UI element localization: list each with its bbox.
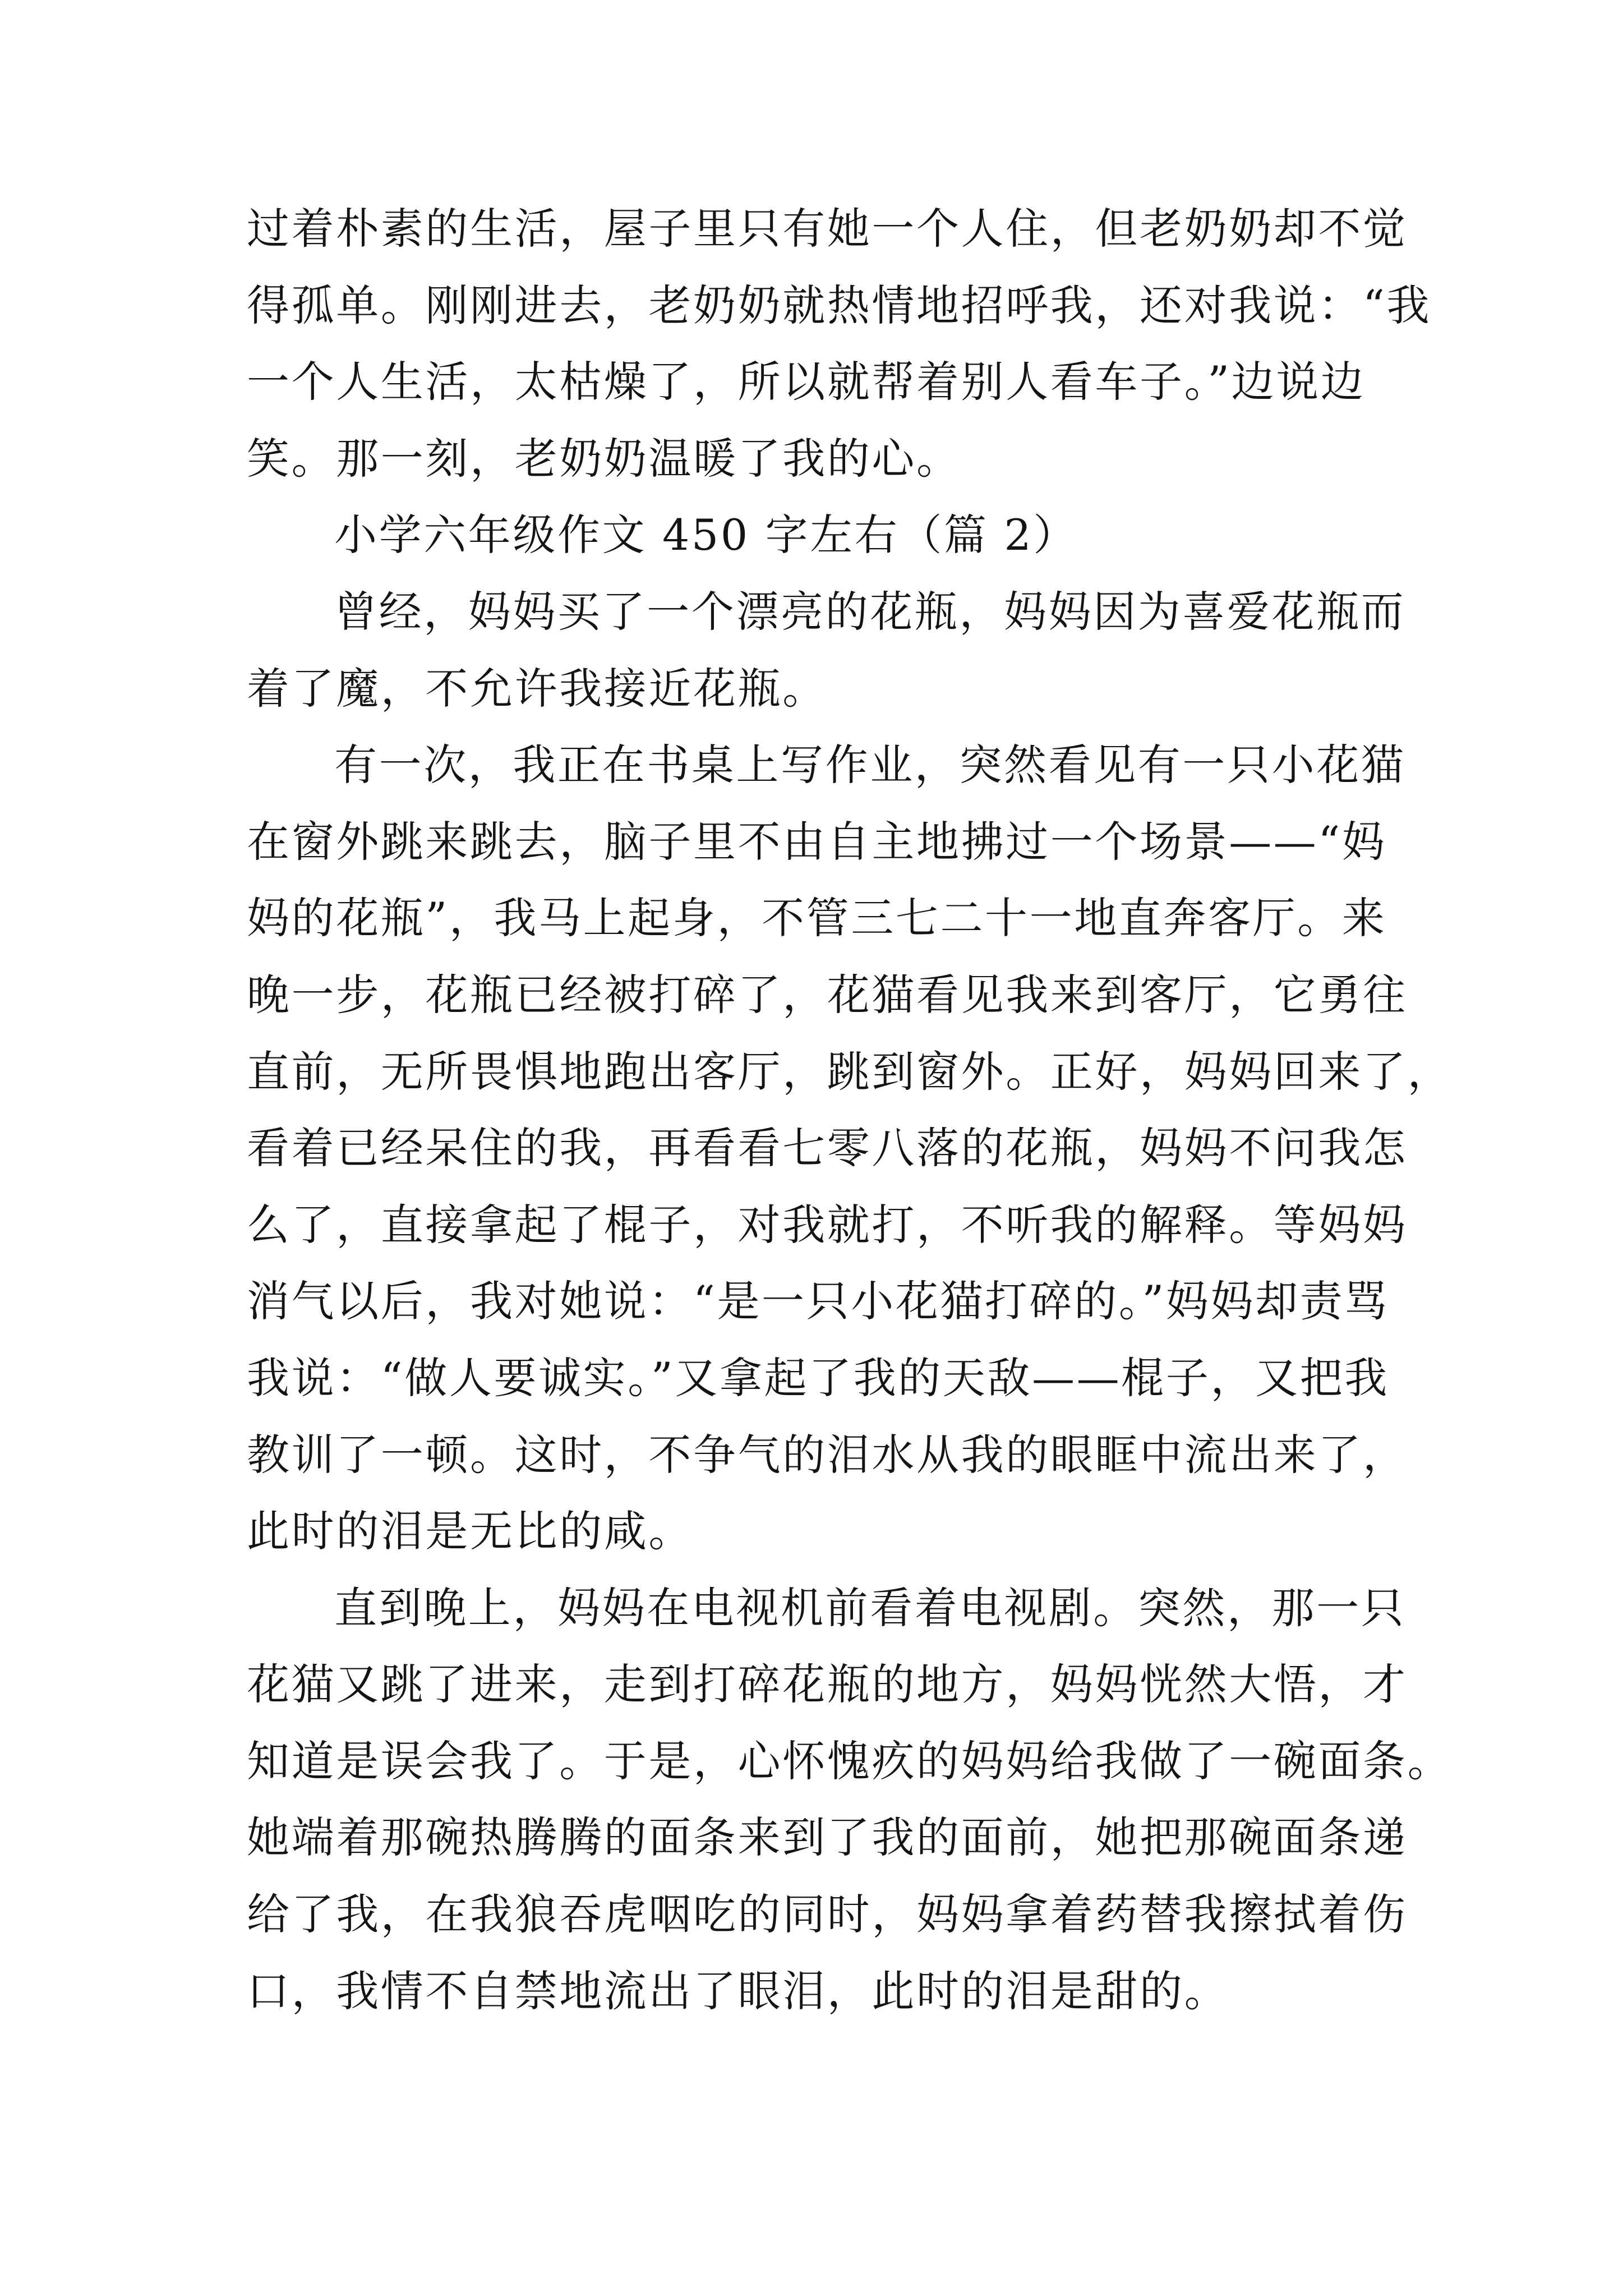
text-line: 口，我情不自禁地流出了眼泪，此时的泪是甜的。 [247,1966,1229,2016]
text-line: 晚一步，花瓶已经被打碎了，花猫看见我来到客厅，它勇往 [247,969,1408,1020]
paragraph-3 [247,1570,1453,2030]
text-line: 过着朴素的生活，屋子里只有她一个人住，但老奶奶却不觉 [247,204,1408,254]
text-line: 消气以后，我对她说：“是一只小花猫打碎的。”妈妈却责骂 [247,1276,1389,1327]
text-line: 看着已经呆住的我，再看看七零八落的花瓶，妈妈不问我怎 [247,1123,1408,1174]
text-line: 在窗外跳来跳去，脑子里不由自主地拂过一个场景——“妈 [247,816,1387,867]
text-line: 她端着那碗热腾腾的面条来到了我的面前，她把那碗面条递 [247,1812,1408,1863]
paragraph-1 [247,574,1406,727]
text-line: 直到晚上，妈妈在电视机前看着电视剧。突然，那一只 [334,1582,1406,1633]
text-line: 教训了一顿。这时，不争气的泪水从我的眼眶中流出来了， [247,1429,1408,1480]
text-line: 么了，直接拿起了棍子，对我就打，不听我的解释。等妈妈 [247,1199,1408,1250]
text-line: 着了魔，不允许我接近花瓶。 [247,663,827,714]
text-line: 笑。那一刻，老奶奶温暖了我的心。 [247,433,961,484]
text-line: 得孤单。刚刚进去，老奶奶就热情地招呼我，还对我说：“我 [247,280,1432,330]
text-line: 给了我，在我狼吞虎咽吃的同时，妈妈拿着药替我擦拭着伤 [247,1889,1408,1940]
text-line: 曾经，妈妈买了一个漂亮的花瓶，妈妈因为喜爱花瓶而 [334,586,1406,637]
text-line: 花猫又跳了进来，走到打碎花瓶的地方，妈妈恍然大悟，才 [247,1659,1408,1710]
section-heading [247,497,1391,574]
text-line: 有一次，我正在书桌上写作业，突然看见有一只小花猫 [334,740,1406,790]
text-line: 妈的花瓶”，我马上起身，不管三七二十一地直奔客厅。来 [247,893,1387,944]
paragraph-2 [247,727,1453,1570]
text-line: 直前，无所畏惧地跑出客厅，跳到窗外。正好，妈妈回来了， [247,1046,1453,1097]
heading-text: 小学六年级作文 450 字左右（篇 2） [334,510,1078,560]
text-line: 我说：“做人要诚实。”又拿起了我的天敌——棍子，又把我 [247,1352,1389,1403]
paragraph-intro-end [247,191,1432,497]
document-page [247,191,1453,2030]
text-line: 一个人生活，太枯燥了，所以就帮着别人看车子。”边说边 [247,357,1366,407]
text-line: 此时的泪是无比的咸。 [247,1506,693,1557]
text-line: 知道是误会我了。于是，心怀愧疚的妈妈给我做了一碗面条。 [247,1736,1453,1786]
